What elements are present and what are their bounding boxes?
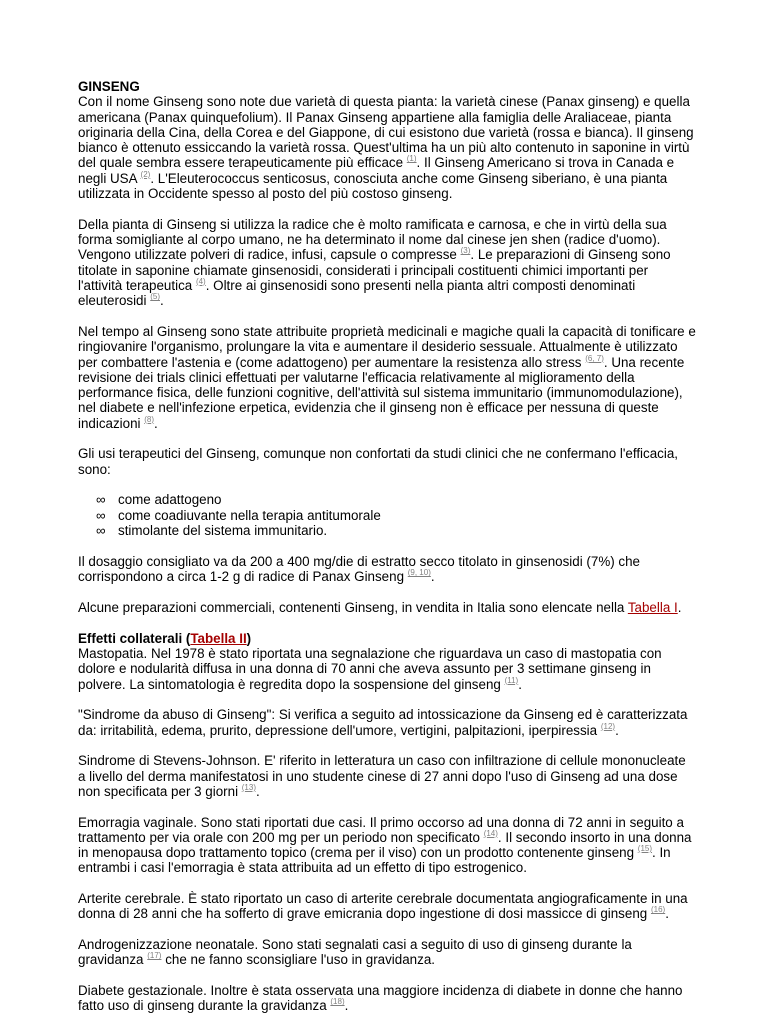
- list-item: ∞ come coadiuvante nella terapia antitumorale: [96, 507, 381, 523]
- properties-paragraph: Nel tempo al Ginseng sono state attribuite proprietà medicinali e magiche quali la capacità di tonificare e ringiovanire l'organismo, prolungare la vita e aumentare il desiderio sessuale. Attualmente è utilizzato per combattere l'astenia e (come adattogeno) per aumentare la resistenza allo stress $^{(6, 7)}$. Una recente revisione dei trials clinici effettuati per valutarne l'efficacia relativamente al miglioramento della performance fisica, delle funzioni cognitive, dell'attività sul sistema immunitario (immunomodulazione), nel diabete e nell'infezione erpetica, evidenzia che il ginseng non è efficace per nessuna di queste indicazioni $^{(8)}$.: [78, 323, 696, 431]
- ref-link-5[interactable]: (5): [150, 292, 160, 302]
- ref-link-2[interactable]: (2): [140, 169, 151, 179]
- ref-link-18[interactable]: (18): [330, 997, 345, 1007]
- arterite-paragraph: Arterite cerebrale. È stato riportato un caso di arterite cerebrale documentata angiograficamente in una donna di 28 anni che ha sofferto di grave emicrania dopo ingestione di dosi massicce di ginseng $^{(16)}$.: [78, 891, 688, 922]
- infinity-bullet-icon: ∞: [96, 507, 106, 523]
- sindrome-paragraph: "Sindrome da abuso di Ginseng": Si verifica a seguito ad intossicazione da Ginseng ed è caratterizzata da: irritabilità, edema, prurito, depressione dell'umore, vertigini, palpitazioni, iperpiressia $^{(12)}$.: [78, 707, 688, 738]
- stevens-johnson-paragraph: Sindrome di Stevens-Johnson. E' riferito in letteratura un caso con infiltrazione di cellule mononucleate a livello del derma manifestatosi in uno studente cinese di 27 anni dopo l'uso di Ginseng ad una dose non specificata per 3 giorni $^{(13)}$.: [78, 753, 686, 799]
- ref-link-16[interactable]: (16): [650, 905, 666, 915]
- list-item: ∞ stimolante del sistema immunitario.: [96, 523, 328, 539]
- infinity-bullet-icon: ∞: [96, 523, 106, 539]
- side-effects-section: [78, 631, 696, 692]
- ref-link-3[interactable]: (3): [460, 246, 471, 256]
- androgenizzazione-paragraph: Androgenizzazione neonatale. Sono stati segnalati casi a seguito di uso di ginseng durante la gravidanza $^{(17)}$ che ne fanno sconsigliare l'uso in gravidanza.: [78, 937, 632, 968]
- tabella-i-link[interactable]: Tabella I: [627, 599, 678, 615]
- page-title: GINSENG: [78, 79, 140, 94]
- ref-link-8[interactable]: (8): [144, 414, 155, 424]
- ref-link-9-10[interactable]: (9, 10): [407, 568, 431, 578]
- side-effects-heading: Effetti collaterali (Tabella II): [78, 630, 252, 646]
- ref-link-11[interactable]: (11): [504, 675, 519, 685]
- emorragia-paragraph: Emorragia vaginale. Sono stati riportati due casi. Il primo occorso ad una donna di 72 anni in seguito a trattamento per via orale con 200 mg per un periodo non specificato $^{(14)}$. Il secondo insorto in una donna in menopausa dopo trattamento topico (crema per il viso) con un prodotto contenente ginseng $^{(15)}$. In entrambi i casi l'emorragia è stata attribuita ad un effetto di tipo estrogenico.: [78, 814, 692, 876]
- infinity-bullet-icon: ∞: [96, 492, 106, 508]
- dosage-paragraph: Il dosaggio consigliato va da 200 a 400 mg/die di estratto secco titolato in ginsenosidi (7%) che corrispondono a circa 1-2 g di radice di Panax Ginseng $^{(9, 10)}$.: [78, 554, 641, 585]
- ref-link-14[interactable]: (14): [483, 828, 498, 838]
- mastopatia-paragraph: Mastopatia. Nel 1978 è stato riportata una segnalazione che riguardava un caso di mastopatia con dolore e nodularità diffusa in una donna di 70 anni che aveva assunto per 3 settimane ginseng in polvere. La sintomatologia è regredita dopo la sospensione del ginseng $^{(11)}$.: [78, 645, 662, 692]
- document-body: [78, 79, 696, 1029]
- list-item: ∞ come adattogeno: [96, 492, 222, 508]
- ref-link-1[interactable]: (1): [406, 154, 417, 164]
- ref-link-12[interactable]: (12): [600, 721, 616, 731]
- ref-link-17[interactable]: (17): [147, 951, 162, 961]
- ref-link-15[interactable]: (15): [637, 844, 653, 854]
- ref-link-4[interactable]: (4): [195, 276, 206, 286]
- ref-link-13[interactable]: (13): [241, 782, 256, 792]
- root-paragraph: Della pianta di Ginseng si utilizza la radice che è molto ramificata e carnosa, e che in virtù della sua forma somigliante al corpo umano, ne ha determinato il nome dal cinese jen shen (radice d'uomo). Vengono utilizzate polveri di radice, infusi, capsule o compresse $^{(3)}$. Le preparazioni di Ginseng sono titolate in saponine chiamate ginsenosidi, considerati i principali costituenti chimici importanti per l'attività terapeutica $^{(4)}$. Oltre ai ginsenosidi sono presenti nella pianta altri composti denominati eleuterosidi $^{(5)}$.: [78, 216, 671, 309]
- diabete-paragraph: Diabete gestazionale. Inoltre è stata osservata una maggiore incidenza di diabete in donne che hanno fatto uso di ginseng durante la gravidanza $^{(18)}$.: [78, 983, 683, 1014]
- intro-paragraph: Con il nome Ginseng sono note due varietà di questa pianta: la varietà cinese (Panax ginseng) e quella americana (Panax quinquefolium). Il Panax Ginseng appartiene alla famiglia delle Araliaceae, pianta originaria della Cina, della Corea e del Giappone, di cui esistono due varietà (rossa e bianca). Il ginseng bianco è ottenuto essiccando la varietà rossa. Quest'ultima ha un più alto contenuto in saponine in virtù del quale sembra essere terapeuticamente più efficace $^{(1)}$. Il Ginseng Americano si trova in Canada e negli USA $^{(2)}$. L'Eleuterococcus senticosus, conosciuta anche come Ginseng siberiano, è una pianta utilizzata in Occidente spesso al posto del più costoso ginseng.: [78, 94, 694, 202]
- ref-link-6-7[interactable]: (6, 7): [585, 353, 604, 363]
- tabella-ii-link[interactable]: Tabella II: [190, 630, 247, 646]
- uses-intro: Gli usi terapeutici del Ginseng, comunque non confortati da studi clinici che ne confermano l'efficacia, sono:: [78, 446, 679, 477]
- commercial-paragraph: Alcune preparazioni commerciali, contenenti Ginseng, in vendita in Italia sono elencate nella Tabella I.: [78, 599, 682, 615]
- uses-list: [78, 492, 696, 538]
